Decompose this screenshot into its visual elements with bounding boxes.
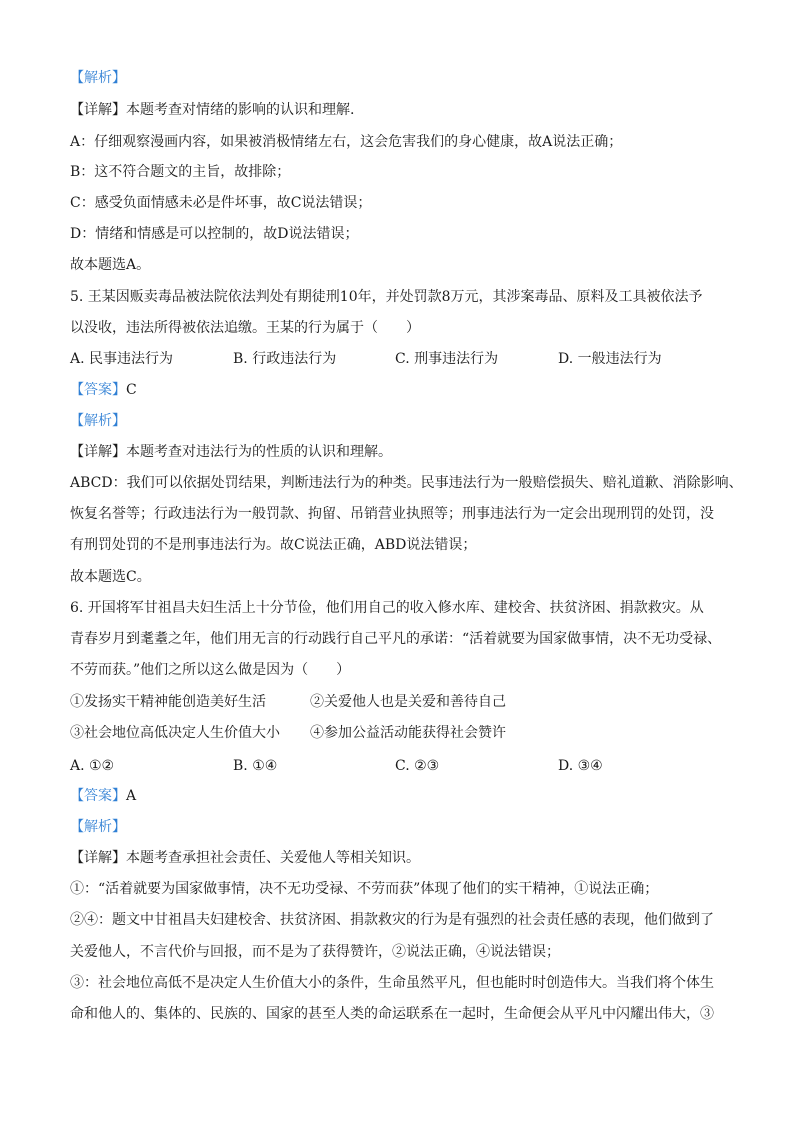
question-6-stem-line1: 6. 开国将军甘祖昌夫妇生活上十分节俭，他们用自己的收入修水库、建校舍、扶贫济困、捐款救灾。从 (70, 600, 704, 616)
statement-2: ②关爱他人也是关爱和善待自己 (310, 694, 506, 710)
option-b: B. 行政违法行为 (233, 351, 337, 367)
explain-b-q4: B：这不符合题文的主旨，故排除； (70, 164, 291, 180)
analysis-tag-q4: 【解析】 (70, 70, 126, 86)
body-q6-line1: ①：“活着就要为国家做事情，决不无功受禄、不劳而获”体现了他们的实干精神，①说法正确； (70, 881, 659, 897)
answer-value: A (126, 788, 137, 804)
detail-q6: 【详解】本题考查承担社会责任、关爱他人等相关知识。 (70, 850, 420, 866)
answer-tag: 【答案】 (70, 382, 126, 398)
explain-c-q4: C：感受负面情感未必是件坏事，故C说法错误； (70, 195, 372, 211)
analysis-tag-q5: 【解析】 (70, 413, 126, 429)
body-q5-line2: 恢复名誉等；行政违法行为一般罚款、拘留、吊销营业执照等；刑事违法行为一定会出现刑罚的处罚，没 (70, 506, 714, 522)
option-d: D. 一般违法行为 (558, 351, 662, 367)
body-q6-line2: ②④：题文中甘祖昌夫妇建校舍、扶贫济困、捐款救灾的行为是有强烈的社会责任感的表现，他们做到了 (70, 912, 714, 928)
body-q6-line4: ③：社会地位高低不是决定人生价值大小的条件，生命虽然平凡，但也能时时创造伟大。当我们将个体生 (70, 975, 714, 991)
question-6-stem-line2: 青春岁月到耄耋之年，他们用无言的行动践行自己平凡的承诺：“活着就要为国家做事情，决不无功受禄、 (70, 631, 722, 647)
explain-a-q4: A：仔细观察漫画内容，如果被消极情绪左右，这会危害我们的身心健康，故A说法正确； (70, 134, 623, 150)
statement-3: ③社会地位高低决定人生价值大小 (70, 725, 280, 741)
option-c: C. 刑事违法行为 (395, 351, 499, 367)
answer-q5 (70, 381, 137, 399)
option-b: B. ①④ (233, 758, 278, 774)
option-c: C. ②③ (395, 758, 440, 774)
option-d: D. ③④ (558, 758, 603, 774)
explain-d-q4: D：情绪和情感是可以控制的，故D说法错误； (70, 226, 359, 242)
detail-q5: 【详解】本题考查对违法行为的性质的认识和理解。 (70, 444, 392, 460)
question-6-stem-line3: 不劳而获。”他们之所以这么做是因为（ ） (70, 662, 351, 678)
answer-tag: 【答案】 (70, 788, 126, 804)
statement-1: ①发扬实干精神能创造美好生活 (70, 694, 266, 710)
detail-q4: 【详解】本题考查对情绪的影响的认识和理解. (70, 102, 355, 118)
body-q6-line3: 关爱他人，不言代价与回报，而不是为了获得赞许，②说法正确，④说法错误； (70, 944, 560, 960)
statement-4: ④参加公益活动能获得社会赞许 (310, 725, 506, 741)
conclusion-q4: 故本题选A。 (70, 257, 151, 273)
answer-value: C (126, 382, 137, 398)
body-q5-line3: 有刑罚处罚的不是刑事违法行为。故C说法正确，ABD说法错误； (70, 537, 477, 553)
question-5-stem-line2: 以没收，违法所得被依法追缴。王某的行为属于（ ） (70, 320, 420, 336)
body-q6-line5: 命和他人的、集体的、民族的、国家的甚至人类的命运联系在一起时，生命便会从平凡中闪耀出伟大，③ (70, 1006, 714, 1022)
body-q5-line1: ABCD：我们可以依据处罚结果，判断违法行为的种类。民事违法行为一般赔偿损失、赔礼道歉、消除影响、 (70, 475, 743, 491)
answer-q6 (70, 787, 136, 805)
option-a: A. ①② (70, 758, 115, 774)
conclusion-q5: 故本题选C。 (70, 569, 151, 585)
option-a: A. 民事违法行为 (70, 351, 174, 367)
analysis-tag-q6: 【解析】 (70, 819, 126, 835)
question-5-stem-line1: 5. 王某因贩卖毒品被法院依法判处有期徒刑10年，并处罚款8万元，其涉案毒品、原料及工具被依法予 (70, 289, 703, 305)
